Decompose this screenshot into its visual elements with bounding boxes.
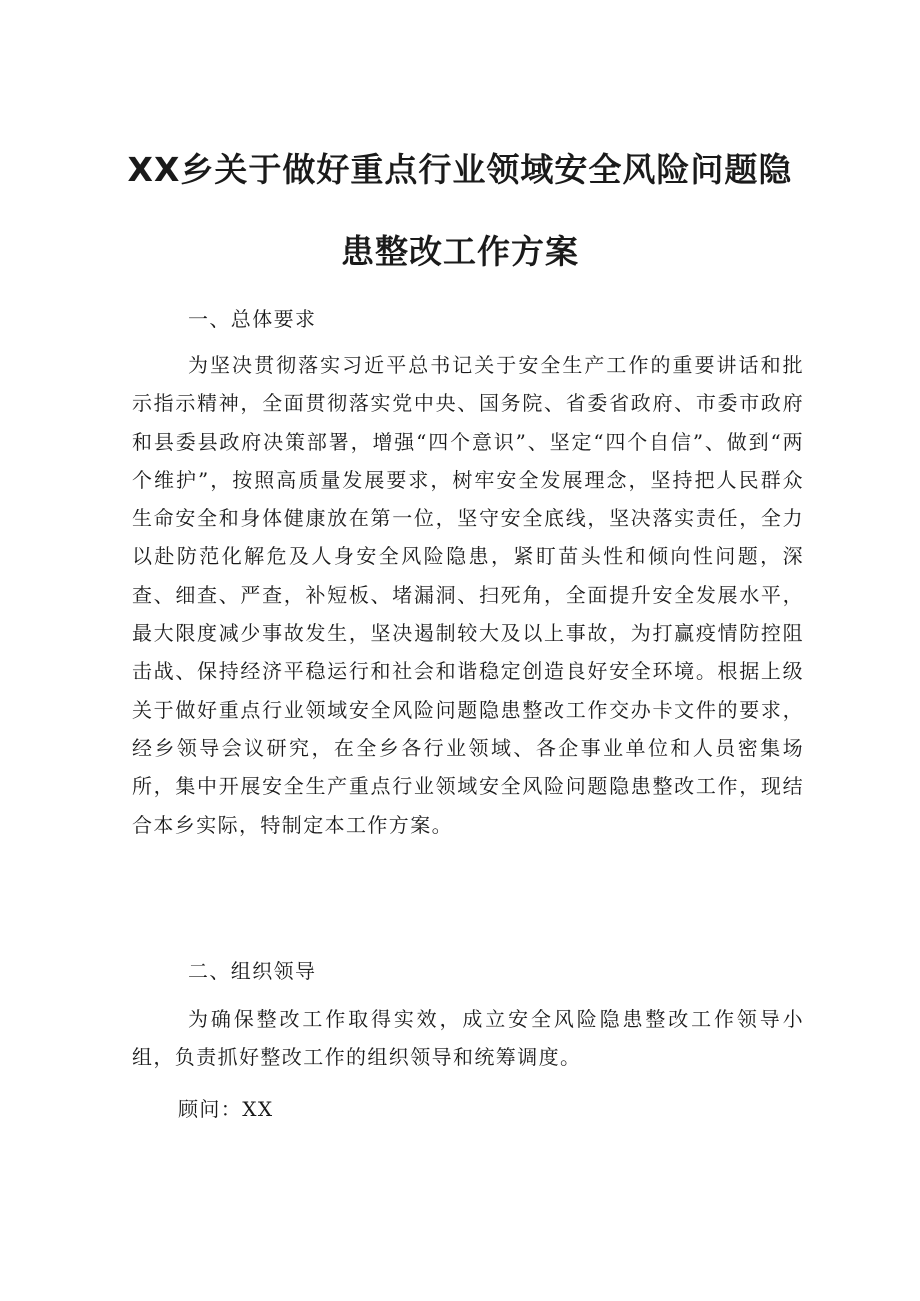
section-heading-overall-requirements: 一、总体要求 <box>188 307 317 331</box>
document-title-line-1: XX乡关于做好重点行业领域安全风险问题隐 <box>127 150 793 189</box>
paragraph-organization-leadership: 为确保整改工作取得实效，成立安全风险隐患整改工作领导小组，负责抓好整改工作的组织领导和统筹调度。 <box>132 1007 804 1070</box>
section-heading-organization-leadership: 二、组织领导 <box>188 959 317 983</box>
paragraph-overall-requirements: 为坚决贯彻落实习近平总书记关于安全生产工作的重要讲话和批示指示精神，全面贯彻落实党中央、国务院、省委省政府、市委市政府和县委县政府决策部署，增强“四个意识”、坚定“四个自信”、做到“两个维护”，按照高质量发展要求，树牢安全发展理念，坚持把人民群众生命安全和身体健康放在第一位，坚守安全底线，坚决落实责任，全力以赴防范化解危及人身安全风险隐患，紧盯苗头性和倾向性问题，深查、细查、严查，补短板、堵漏洞、扫死角，全面提升安全发展水平，最大限度减少事故发生，坚决遏制较大及以上事故，为打赢疫情防控阻击战、保持经济平稳运行和社会和谐稳定创造良好安全环境。根据上级关于做好重点行业领域安全风险问题隐患整改工作交办卡文件的要求，经乡领导会议研究，在全乡各行业领域、各企事业单位和人员密集场所，集中开展安全生产重点行业领域安全风险问题隐患整改工作，现结合本乡实际，特制定本工作方案。 <box>132 353 804 837</box>
document-title-line-2: 患整改工作方案 <box>341 232 579 271</box>
advisor-line: 顾问：XX <box>178 1097 274 1121</box>
